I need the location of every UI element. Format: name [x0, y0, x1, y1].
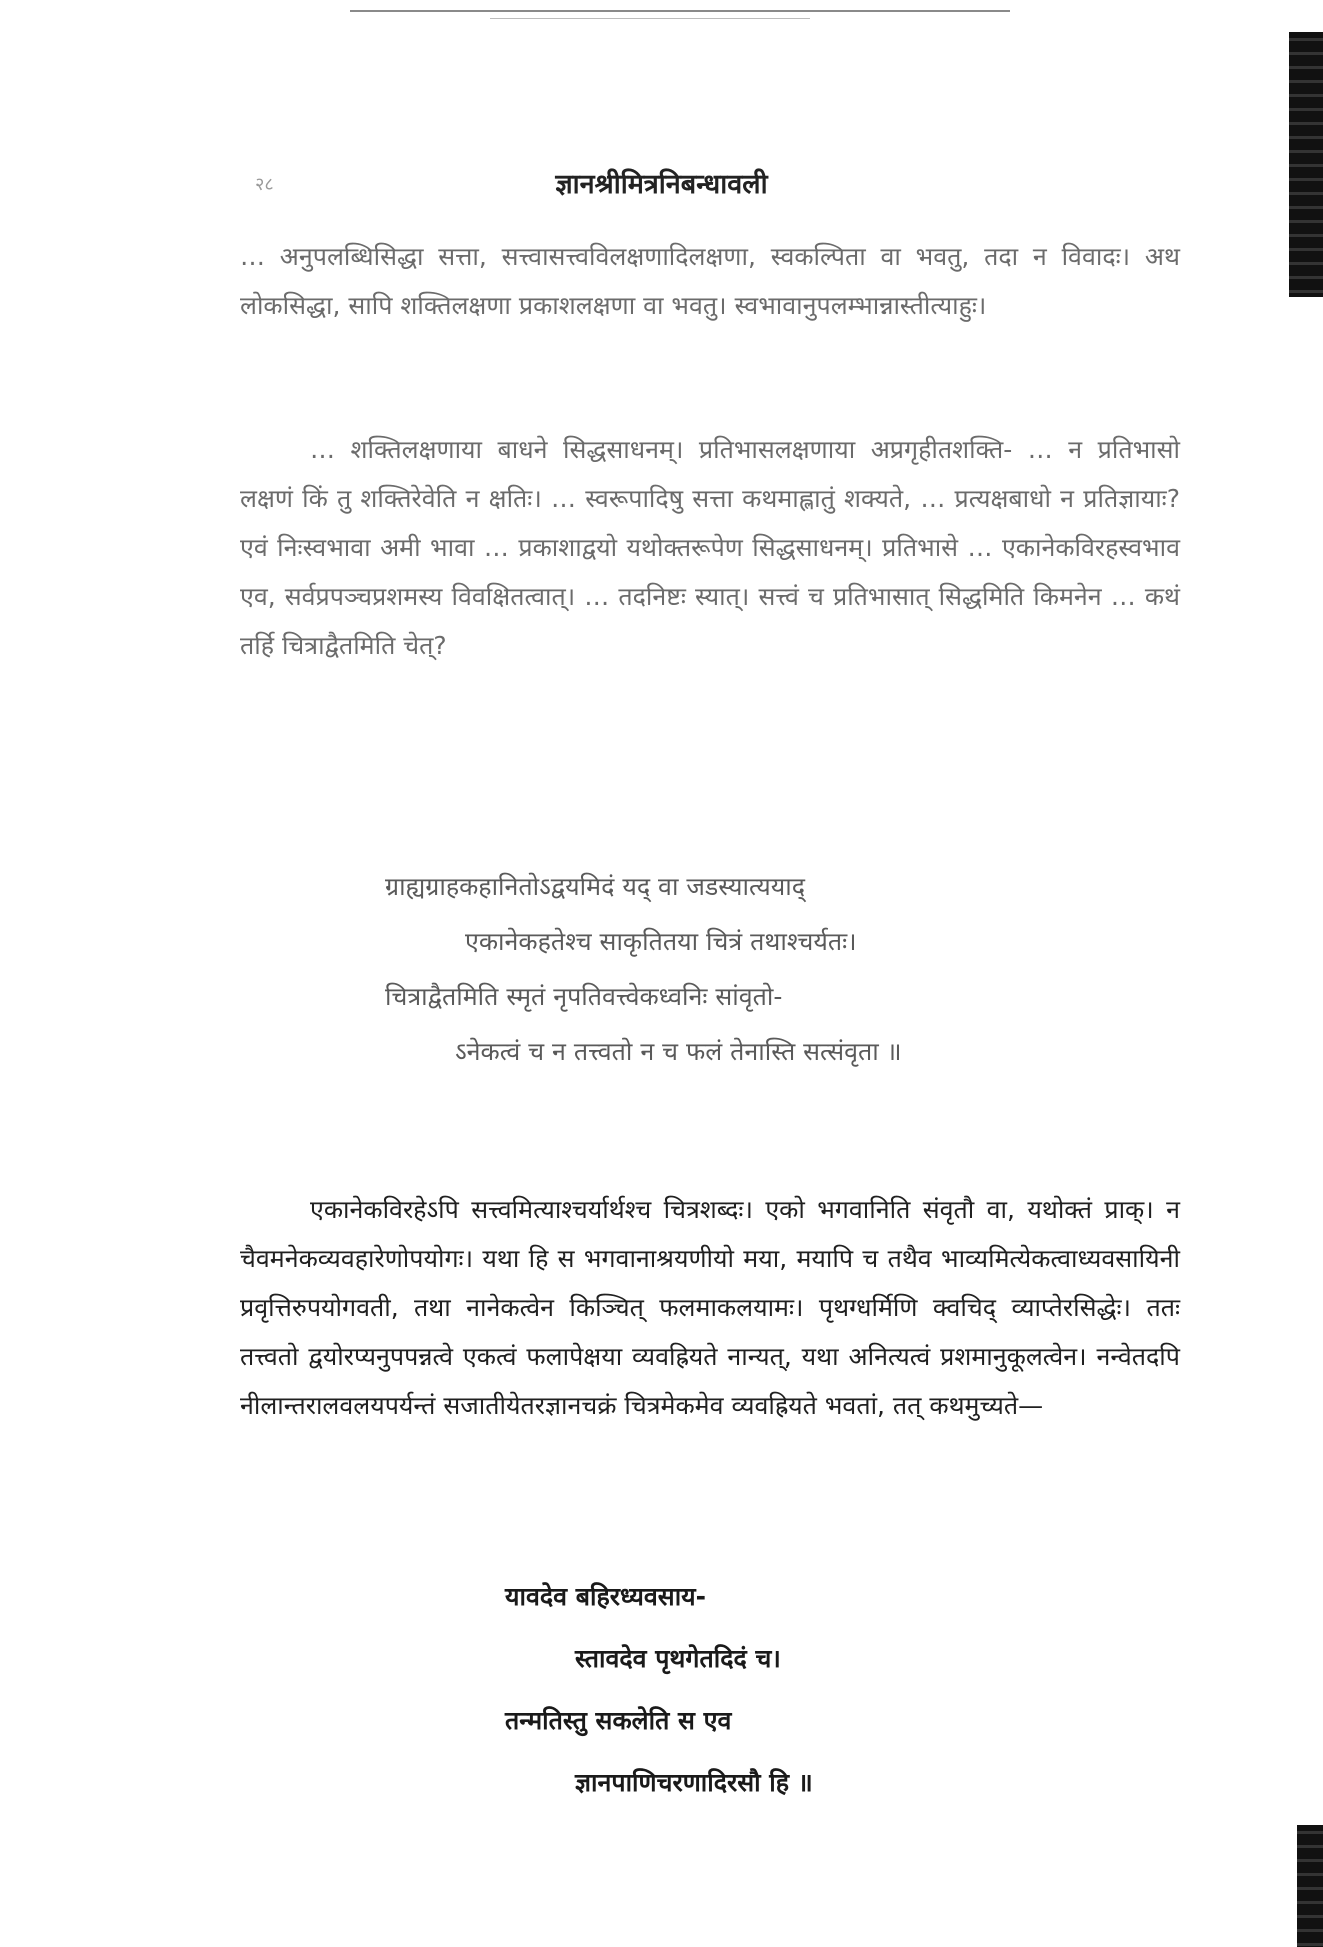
- paragraph-1: … अनुपलब्धिसिद्धा सत्ता, सत्त्वासत्त्वविलक्षणादिलक्षणा, स्वकल्पिता वा भवतु, तदा न विवादः। अथ लोकसिद्धा, सापि शक्तिलक्षणा प्रकाशलक्षणा वा भवतु। स्वभावानुपलम्भान्नास्तीत्याहुः।: [240, 242, 1180, 320]
- running-head: ज्ञानश्रीमित्रनिबन्धावली: [555, 169, 768, 200]
- scan-edge-shadow-bottom: [1297, 1825, 1323, 1947]
- verse-2-line-2: स्तावदेव पृथगेतदिदं च।: [575, 1644, 781, 1673]
- scan-top-rule: [350, 10, 1010, 12]
- verse-2-line-4: ज्ञानपाणिचरणादिरसौ हि ॥: [575, 1768, 813, 1797]
- page-number: २८: [255, 174, 274, 195]
- verse-2-line-3: तन्मतिस्तु सकलेति स एव: [505, 1706, 732, 1735]
- verse-1-line-4: ऽनेकत्वं च न तत्त्वतो न च फलं तेनास्ति सत्संवृता ॥: [455, 1037, 902, 1066]
- paragraph-2: … शक्तिलक्षणाया बाधने सिद्धसाधनम्। प्रतिभासलक्षणाया अप्रगृहीतशक्ति- … न प्रतिभासो लक्षणं किं तु शक्तिरेवेति न क्षतिः। … स्वरूपादिषु सत्ता कथमाह्लातुं शक्यते, … प्रत्यक्षबाधो न प्रतिज्ञायाः? एवं निःस्वभावा अमी भावा … प्रकाशाद्वयो यथोक्तरूपेण सिद्धसाधनम्। प्रतिभासे … एकानेकविरहस्वभाव एव, सर्वप्रपञ्चप्रशमस्य विवक्षितत्वात्। … तदनिष्टः स्यात्। सत्त्वं च प्रतिभासात् सिद्धमिति किमनेन … कथं तर्हि चित्राद्वैतमिति चेत्?: [240, 435, 1180, 660]
- verse-1-line-2: एकानेकहतेश्च साकृतितया चित्रं तथाश्चर्यतः।: [465, 927, 857, 956]
- scan-top-rule-secondary: [490, 18, 810, 19]
- verse-1-line-1: ग्राह्यग्राहकहानितोऽद्वयमिदं यद् वा जडस्यात्ययाद्: [385, 872, 805, 901]
- verse-1-line-3: चित्राद्वैतमिति स्मृतं नृपतिवत्त्वेकध्वनिः सांवृतो-: [385, 982, 783, 1011]
- verse-2-line-1: यावदेव बहिरध्यवसाय-: [505, 1582, 707, 1611]
- paragraph-3: एकानेकविरहेऽपि सत्त्वमित्याश्चर्यार्थश्च चित्रशब्दः। एको भगवानिति संवृतौ वा, यथोक्तं प्राक्। न चैवमनेकव्यवहारेणोपयोगः। यथा हि स भगवानाश्रयणीयो मया, मयापि च तथैव भाव्यमित्येकत्वाध्यवसायिनी प्रवृत्तिरुपयोगवती, तथा नानेकत्वेन किञ्चित् फलमाकलयामः। पृथग्धर्मिणि क्वचिद् व्याप्तेरसिद्धेः। ततः तत्त्वतो द्वयोरप्यनुपपन्नत्वे एकत्वं फलापेक्षया व्यवह्रियते नान्यत्, यथा अनित्यत्वं प्रशमानुकूलत्वेन। नन्वेतदपि नीलान्तरालवलयपर्यन्तं सजातीयेतरज्ञानचक्रं चित्रमेकमेव व्यवह्रियते भवतां, तत् कथमुच्यते—: [240, 1195, 1180, 1420]
